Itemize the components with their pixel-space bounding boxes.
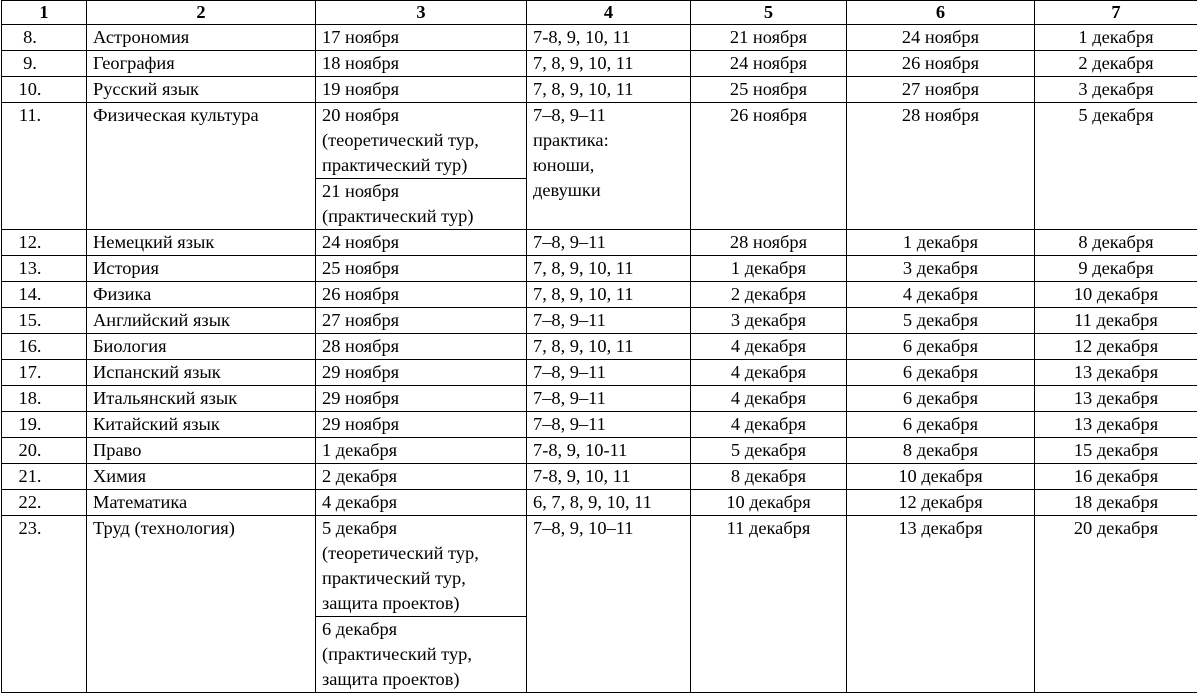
text-line: практический тур, [322,568,466,588]
table-row [2,490,1197,516]
date-col-6: 6 декабря [847,412,1035,438]
column-header: 6 [847,1,1035,25]
date-col-6: 10 декабря [847,464,1035,490]
subject-name: Математика [87,490,316,516]
olympiad-date-cell [316,490,527,516]
row-number: 23. [2,516,87,693]
column-header: 3 [316,1,527,25]
text-line: 7-8, 9, 10, 11 [533,466,631,486]
text-line: 7, 8, 9, 10, 11 [533,284,634,304]
header-row [2,1,1197,25]
olympiad-date-cell [316,334,527,360]
row-number: 22. [2,490,87,516]
date-col-5: 26 ноября [691,103,847,230]
subject-name: Право [87,438,316,464]
column-header: 1 [2,1,87,25]
date-block [316,616,526,692]
olympiad-date-cell [316,412,527,438]
text-line: 28 ноября [322,336,400,356]
text-line: 7-8, 9, 10-11 [533,440,628,460]
grades-cell [527,464,691,490]
date-col-6: 3 декабря [847,256,1035,282]
text-line: 6 декабря [322,619,398,639]
text-line: 29 ноября [322,362,400,382]
date-col-5: 5 декабря [691,438,847,464]
row-number: 18. [2,386,87,412]
subject-name: Итальянский язык [87,386,316,412]
text-line: 7, 8, 9, 10, 11 [533,258,634,278]
grades-cell [527,308,691,334]
table-body [2,25,1197,693]
olympiad-date-cell [316,438,527,464]
text-line: 6, 7, 8, 9, 10, 11 [533,492,652,512]
row-number: 10. [2,77,87,103]
subject-name: Труд (технология) [87,516,316,693]
table-row [2,51,1197,77]
date-col-5: 4 декабря [691,360,847,386]
subject-name: История [87,256,316,282]
column-header: 4 [527,1,691,25]
date-col-7: 2 декабря [1035,51,1197,77]
text-line: защита проектов) [322,669,460,689]
date-col-6: 13 декабря [847,516,1035,693]
subject-name: Русский язык [87,77,316,103]
table-row [2,308,1197,334]
table-row [2,256,1197,282]
text-line: (практический тур, [322,644,472,664]
date-col-7: 1 декабря [1035,25,1197,51]
date-col-6: 6 декабря [847,334,1035,360]
olympiad-date-cell [316,77,527,103]
text-line: практика: [533,130,609,150]
date-block [316,516,526,616]
olympiad-date-cell [316,256,527,282]
column-header: 2 [87,1,316,25]
table-row [2,464,1197,490]
date-col-6: 26 ноября [847,51,1035,77]
date-col-7: 11 декабря [1035,308,1197,334]
text-line: 7–8, 9–11 [533,105,606,125]
text-line: 1 декабря [322,440,398,460]
olympiad-date-cell [316,464,527,490]
grades-cell [527,334,691,360]
grades-cell [527,386,691,412]
date-col-5: 24 ноября [691,51,847,77]
date-col-6: 24 ноября [847,25,1035,51]
grades-cell [527,360,691,386]
text-line: 26 ноября [322,284,400,304]
text-line: 7, 8, 9, 10, 11 [533,53,634,73]
grades-cell [527,412,691,438]
text-line: 17 ноября [322,27,400,47]
subject-name: Физическая культура [87,103,316,230]
text-line: 7–8, 9, 10–11 [533,518,634,538]
date-col-7: 16 декабря [1035,464,1197,490]
row-number: 11. [2,103,87,230]
olympiad-date-cell [316,360,527,386]
table-row [2,360,1197,386]
date-col-6: 28 ноября [847,103,1035,230]
row-number: 17. [2,360,87,386]
text-line: 25 ноября [322,258,400,278]
date-col-5: 28 ноября [691,230,847,256]
text-line: 27 ноября [322,310,400,330]
text-line: 7–8, 9–11 [533,362,606,382]
grades-cell [527,77,691,103]
olympiad-date-cell [316,282,527,308]
text-line: 7–8, 9–11 [533,388,606,408]
text-line: девушки [533,180,601,200]
table-row [2,334,1197,360]
table-row [2,230,1197,256]
text-line: 19 ноября [322,79,400,99]
olympiad-date-cell [316,516,527,693]
olympiad-date-cell [316,230,527,256]
row-number: 21. [2,464,87,490]
text-line: 18 ноября [322,53,400,73]
date-col-7: 20 декабря [1035,516,1197,693]
date-col-5: 3 декабря [691,308,847,334]
date-col-6: 1 декабря [847,230,1035,256]
date-col-5: 8 декабря [691,464,847,490]
table-row [2,386,1197,412]
text-line: 7-8, 9, 10, 11 [533,27,631,47]
text-line: 7–8, 9–11 [533,232,606,252]
date-col-7: 15 декабря [1035,438,1197,464]
table-row [2,438,1197,464]
column-header: 5 [691,1,847,25]
date-col-6: 27 ноября [847,77,1035,103]
text-line: 5 декабря [322,518,398,538]
date-col-5: 21 ноября [691,25,847,51]
row-number: 9. [2,51,87,77]
subject-name: Физика [87,282,316,308]
table-row [2,412,1197,438]
date-col-7: 9 декабря [1035,256,1197,282]
date-col-7: 5 декабря [1035,103,1197,230]
olympiad-date-cell [316,103,527,230]
text-line: (теоретический тур, [322,543,479,563]
olympiad-date-cell [316,308,527,334]
table-row [2,77,1197,103]
text-line: 21 ноября [322,181,400,201]
grades-cell [527,103,691,230]
text-line: практический тур) [322,155,468,175]
subject-name: Биология [87,334,316,360]
row-number: 15. [2,308,87,334]
text-line: 4 декабря [322,492,398,512]
date-col-5: 11 декабря [691,516,847,693]
text-line: 7–8, 9–11 [533,414,606,434]
date-col-7: 8 декабря [1035,230,1197,256]
table-row [2,25,1197,51]
text-line: 29 ноября [322,414,400,434]
date-block [316,103,526,178]
text-line: защита проектов) [322,593,460,613]
date-col-6: 4 декабря [847,282,1035,308]
row-number: 14. [2,282,87,308]
date-col-6: 8 декабря [847,438,1035,464]
text-line: (теоретический тур, [322,130,479,150]
date-col-5: 4 декабря [691,334,847,360]
date-col-7: 3 декабря [1035,77,1197,103]
date-col-5: 10 декабря [691,490,847,516]
date-block [316,178,526,229]
date-col-5: 4 декабря [691,386,847,412]
grades-cell [527,438,691,464]
table-row [2,103,1197,230]
date-col-7: 12 декабря [1035,334,1197,360]
date-col-7: 13 декабря [1035,386,1197,412]
text-line: юноши, [533,155,595,175]
subject-name: Химия [87,464,316,490]
text-line: (практический тур) [322,206,474,226]
row-number: 12. [2,230,87,256]
grades-cell [527,25,691,51]
row-number: 8. [2,25,87,51]
date-col-6: 5 декабря [847,308,1035,334]
olympiad-schedule-table [1,0,1197,693]
olympiad-date-cell [316,51,527,77]
row-number: 20. [2,438,87,464]
subject-name: Испанский язык [87,360,316,386]
grades-cell [527,256,691,282]
subject-name: География [87,51,316,77]
date-col-5: 1 декабря [691,256,847,282]
text-line: 2 декабря [322,466,398,486]
text-line: 7, 8, 9, 10, 11 [533,79,634,99]
date-col-7: 13 декабря [1035,412,1197,438]
row-number: 16. [2,334,87,360]
date-col-6: 6 декабря [847,360,1035,386]
text-line: 7–8, 9–11 [533,310,606,330]
grades-cell [527,230,691,256]
row-number: 19. [2,412,87,438]
date-col-7: 18 декабря [1035,490,1197,516]
text-line: 24 ноября [322,232,400,252]
table-row [2,282,1197,308]
date-col-7: 10 декабря [1035,282,1197,308]
date-col-5: 25 ноября [691,77,847,103]
olympiad-date-cell [316,386,527,412]
date-col-7: 13 декабря [1035,360,1197,386]
grades-cell [527,282,691,308]
grades-cell [527,51,691,77]
text-line: 20 ноября [322,105,400,125]
olympiad-date-cell [316,25,527,51]
grades-cell [527,490,691,516]
date-col-6: 6 декабря [847,386,1035,412]
grades-cell [527,516,691,693]
date-col-5: 2 декабря [691,282,847,308]
text-line: 7, 8, 9, 10, 11 [533,336,634,356]
date-col-5: 4 декабря [691,412,847,438]
subject-name: Астрономия [87,25,316,51]
date-col-6: 12 декабря [847,490,1035,516]
table-row [2,516,1197,693]
text-line: 29 ноября [322,388,400,408]
subject-name: Немецкий язык [87,230,316,256]
column-header: 7 [1035,1,1197,25]
subject-name: Английский язык [87,308,316,334]
row-number: 13. [2,256,87,282]
subject-name: Китайский язык [87,412,316,438]
